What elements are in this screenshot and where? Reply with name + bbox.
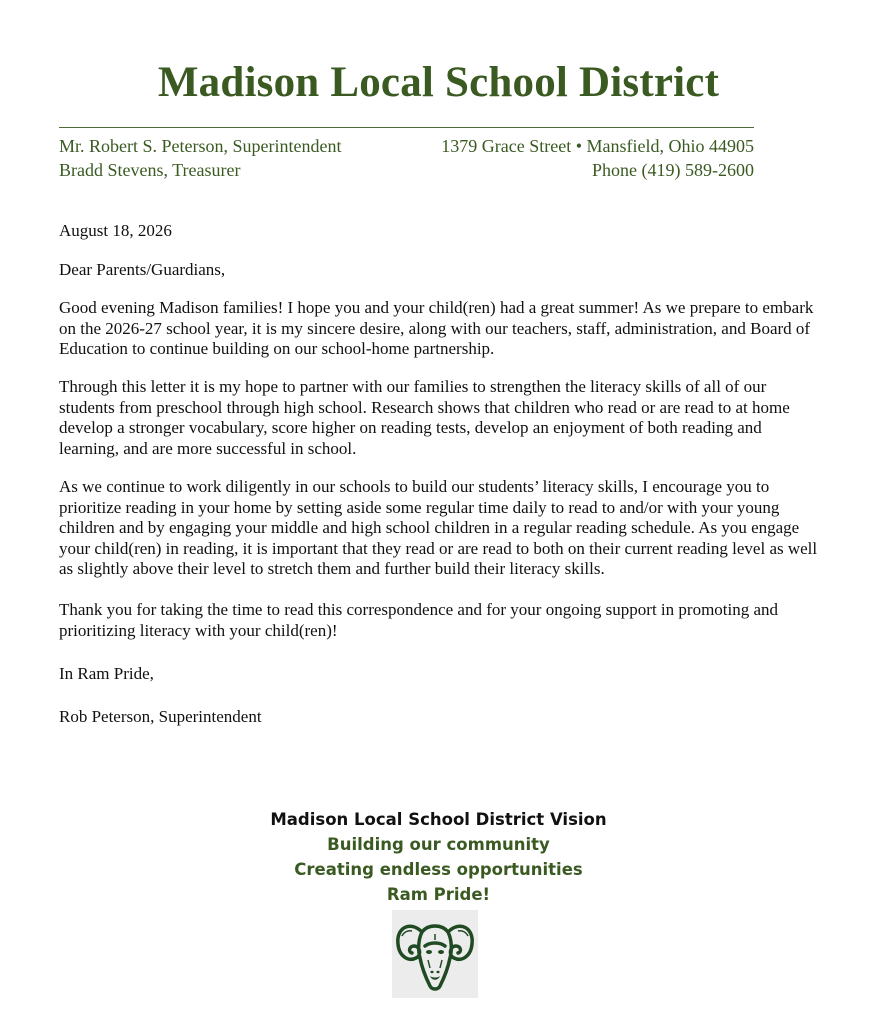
treasurer-line: Bradd Stevens, Treasurer bbox=[59, 160, 241, 180]
paragraph: Thank you for taking the time to read this correspondence and for your ongoing support in promoting and prioritizing literacy with your child(ren)! bbox=[59, 600, 779, 640]
paragraph: Good evening Madison families! I hope you and your child(ren) had a great summer! As we prepare to embark on the 2026-27 school year, it is my sincere desire, along with our teachers, staff, administration, and Board of Education to continue building on our school-home partnership. bbox=[59, 298, 814, 358]
phone-line: Phone (419) 589-2600 bbox=[592, 160, 754, 180]
paragraph: Through this letter it is my hope to partner with our families to strengthen the literacy skills of all of our students from preschool through high school. Research shows that children who read or are read to at home develop a stronger vocabulary, score higher on reading tests, develop an enjoyment of both reading and learning, and are more successful in school. bbox=[59, 377, 790, 458]
vision-line: Ram Pride! bbox=[386, 885, 491, 904]
letter-date: August 18, 2026 bbox=[59, 221, 172, 240]
vision-title: Madison Local School District Vision bbox=[270, 810, 607, 829]
header-divider bbox=[59, 127, 754, 128]
ram-head-icon bbox=[392, 910, 478, 998]
district-title: Madison Local School District bbox=[157, 59, 720, 106]
signature: Rob Peterson, Superintendent bbox=[59, 707, 262, 726]
closing: In Ram Pride, bbox=[59, 664, 154, 683]
superintendent-line: Mr. Robert S. Peterson, Superintendent bbox=[59, 136, 342, 156]
paragraph: As we continue to work diligently in our schools to build our students’ literacy skills, I encourage you to prioritize reading in your home by setting aside some regular time daily to read to and/or with your young children and by engaging your middle and high school children in a regular reading schedule. As you engage your child(ren) in reading, it is important that they read or are read to both on their current reading level as well as slightly above their level to stretch them and further build their literacy skills. bbox=[59, 477, 818, 578]
vision-line: Creating endless opportunities bbox=[294, 860, 583, 879]
address-line: 1379 Grace Street • Mansfield, Ohio 44905 bbox=[441, 136, 754, 156]
salutation: Dear Parents/Guardians, bbox=[59, 260, 226, 279]
vision-line: Building our community bbox=[327, 835, 550, 854]
ram-logo bbox=[392, 910, 478, 998]
